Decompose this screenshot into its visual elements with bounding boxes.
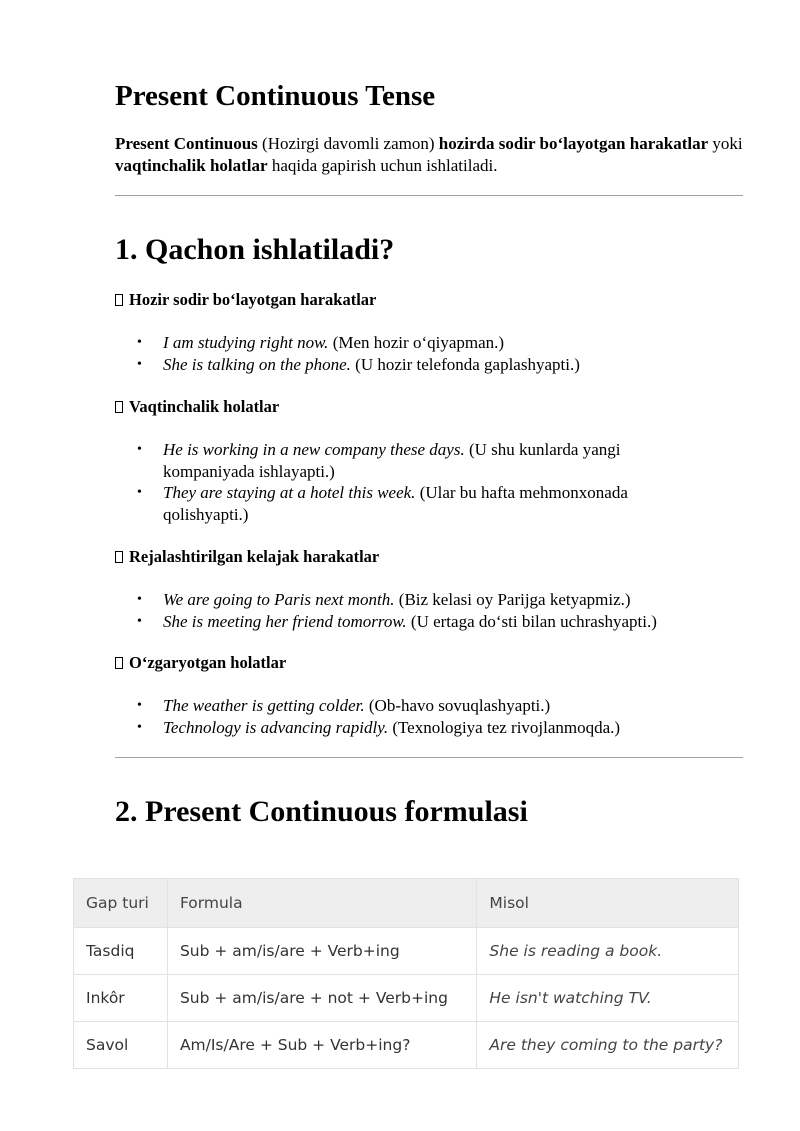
list-item [115,354,695,376]
cell-formula: Sub + am/is/are + Verb+ing [167,928,476,975]
subheading-current-actions [115,290,376,310]
horizontal-divider [115,195,743,196]
intro-paragraph [115,133,743,177]
example-english: I am studying right now. [163,333,329,352]
cell-sentence-type: Savol [74,1022,168,1069]
example-list [115,332,695,375]
horizontal-divider [115,757,743,758]
example-english: We are going to Paris next month. [163,590,395,609]
header-sentence-type: Gap turi [74,879,168,928]
intro-text: yoki [708,134,743,153]
subheading-changing-states [115,653,286,673]
missing-glyph-icon [115,401,123,413]
subheading-temporary-states [115,397,279,417]
table-header-row [74,879,739,928]
list-item [115,611,695,633]
section-2-heading: 2. Present Continuous formulasi [115,795,528,828]
example-list [115,695,695,738]
example-uzbek: (U hozir telefonda gaplashyapti.) [350,354,580,374]
list-item [115,717,695,739]
example-uzbek: (Men hozir o‘qiyapman.) [328,333,505,352]
table-row [74,975,739,1022]
example-list [115,589,695,632]
cell-sentence-type: Tasdiq [74,928,168,975]
cell-formula: Sub + am/is/are + not + Verb+ing [167,975,476,1022]
intro-text: haqida gapirish uchun ishlatiladi. [267,156,498,175]
cell-formula: Am/Is/Are + Sub + Verb+ing? [167,1022,476,1069]
example-uzbek: (U ertaga do‘sti bilan uchrashyapti.) [406,611,657,631]
example-uzbek: (U shu kunlarda yangi kompaniyada ishlayapti.) [163,440,621,481]
example-uzbek: (Ob-havo sovuqlashyapti.) [364,696,551,715]
missing-glyph-icon [115,657,123,669]
formula-table-image [73,878,739,1069]
example-list [115,439,695,525]
header-example: Misol [477,879,739,928]
section-1-heading: 1. Qachon ishlatiladi? [115,233,395,266]
list-item [115,482,695,525]
list-item [115,589,695,611]
list-item [115,332,695,354]
example-english: Technology is advancing rapidly. [163,717,389,737]
example-english: She is meeting her friend tomorrow. [163,611,407,631]
subheading-planned-future [115,547,379,567]
example-english: He is working in a new company these days. [163,440,465,459]
cell-example: Are they coming to the party? [477,1022,739,1069]
example-uzbek: (Texnologiya tez rivojlanmoqda.) [388,717,621,737]
subheading-label: Hozir sodir bo‘layotgan harakatlar [129,290,377,309]
cell-example: He isn't watching TV. [477,975,739,1022]
intro-text: (Hozirgi davomli zamon) [257,134,439,153]
intro-bold-term: Present Continuous [115,134,258,153]
table-row [74,1022,739,1069]
subheading-label: Vaqtinchalik holatlar [129,397,280,416]
cell-sentence-type: Inkôr [74,975,168,1022]
cell-example: She is reading a book. [477,928,739,975]
missing-glyph-icon [115,551,123,563]
page-title: Present Continuous Tense [115,80,436,112]
intro-bold-phrase: vaqtinchalik holatlar [115,156,268,175]
formula-table [73,878,739,1069]
list-item [115,439,695,482]
example-english: The weather is getting colder. [163,696,365,715]
header-formula: Formula [167,879,476,928]
example-uzbek: (Biz kelasi oy Parijga ketyapmiz.) [394,590,631,609]
list-item [115,695,695,717]
intro-bold-phrase: hozirda sodir bo‘layotgan harakatlar [438,134,709,153]
table-row [74,928,739,975]
example-english: She is talking on the phone. [163,354,351,374]
example-uzbek: (Ular bu hafta mehmonxonada qolishyapti.) [163,483,628,524]
subheading-label: Rejalashtirilgan kelajak harakatlar [129,547,380,566]
example-english: They are staying at a hotel this week. [163,483,416,502]
subheading-label: O‘zgaryotgan holatlar [129,653,287,672]
missing-glyph-icon [115,294,123,306]
